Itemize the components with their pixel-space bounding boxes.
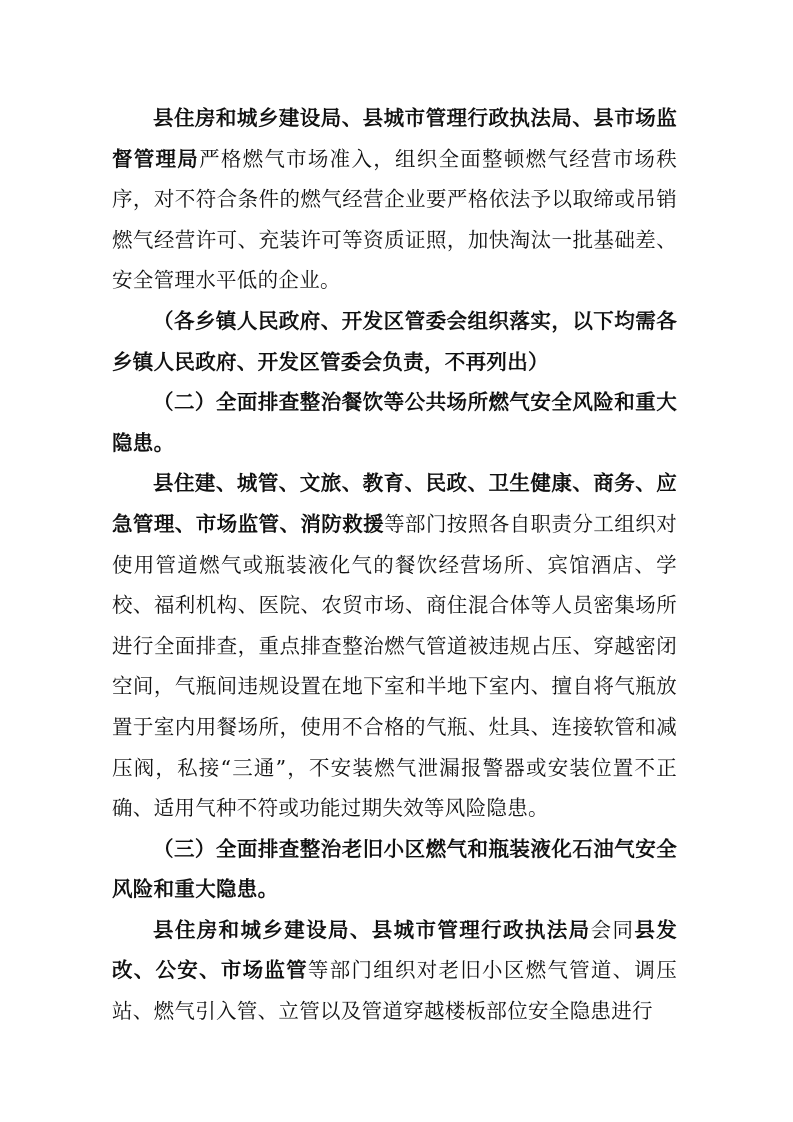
responsible-departments: 县住房和城乡建设局、县城市管理行政执法局、县市场监督管理局 (112, 106, 677, 171)
section-heading-3: （三）全面排查整治老旧小区燃气和瓶装液化石油气安全风险和重大隐患。 (112, 836, 677, 902)
paragraph-market-access (112, 98, 677, 301)
cooperating-departments: 县发改、公安、市场监管 (112, 917, 678, 983)
paragraph-public-places (112, 463, 677, 828)
paragraph-text: 等部门按照各自职责分工组织对使用管道燃气或瓶装液化气的餐饮经营场所、宾馆酒店、学校、福利机构、医院、农贸市场、商住混合体等人员密集场所进行全面排查，重点排查整治燃气管道被违规占压、穿越密闭空间，气瓶间违规设置在地下室和半地下室内、擅自将气瓶放置于室内用餐场所，使用不合格的气瓶、灶具、连接软管和减压阀，私接“三通”，不安装燃气泄漏报警器或安装位置不正确、适用气种不符或功能过期失效等风险隐患。 (112, 511, 678, 821)
paragraph-old-communities (112, 910, 677, 1032)
paragraph-text: 严格燃气市场准入，组织全面整顿燃气经营市场秩序，对不符合条件的燃气经营企业要严格依法予以取缔或吊销燃气经营许可、充装许可等资质证照，加快淘汰一批基础差、安全管理水平低的企业。 (112, 146, 677, 293)
paragraph-text: 等部门组织对老旧小区燃气管道、调压站、燃气引入管、立管以及管道穿越楼板部位安全隐患进行 (112, 958, 678, 1024)
document-body (112, 98, 677, 1032)
implementation-note: （各乡镇人民政府、开发区管委会组织落实，以下均需各乡镇人民政府、开发区管委会负责，不再列出） (112, 308, 677, 374)
paragraph-text: 会同 (590, 917, 635, 942)
section-heading-2: （二）全面排查整治餐饮等公共场所燃气安全风险和重大隐患。 (112, 390, 677, 455)
responsible-departments: 县住建、城管、文旅、教育、民政、卫生健康、商务、应急管理、市场监管、消防救援 (112, 471, 677, 536)
responsible-departments: 县住房和城乡建设局、县城市管理行政执法局 (153, 917, 591, 942)
